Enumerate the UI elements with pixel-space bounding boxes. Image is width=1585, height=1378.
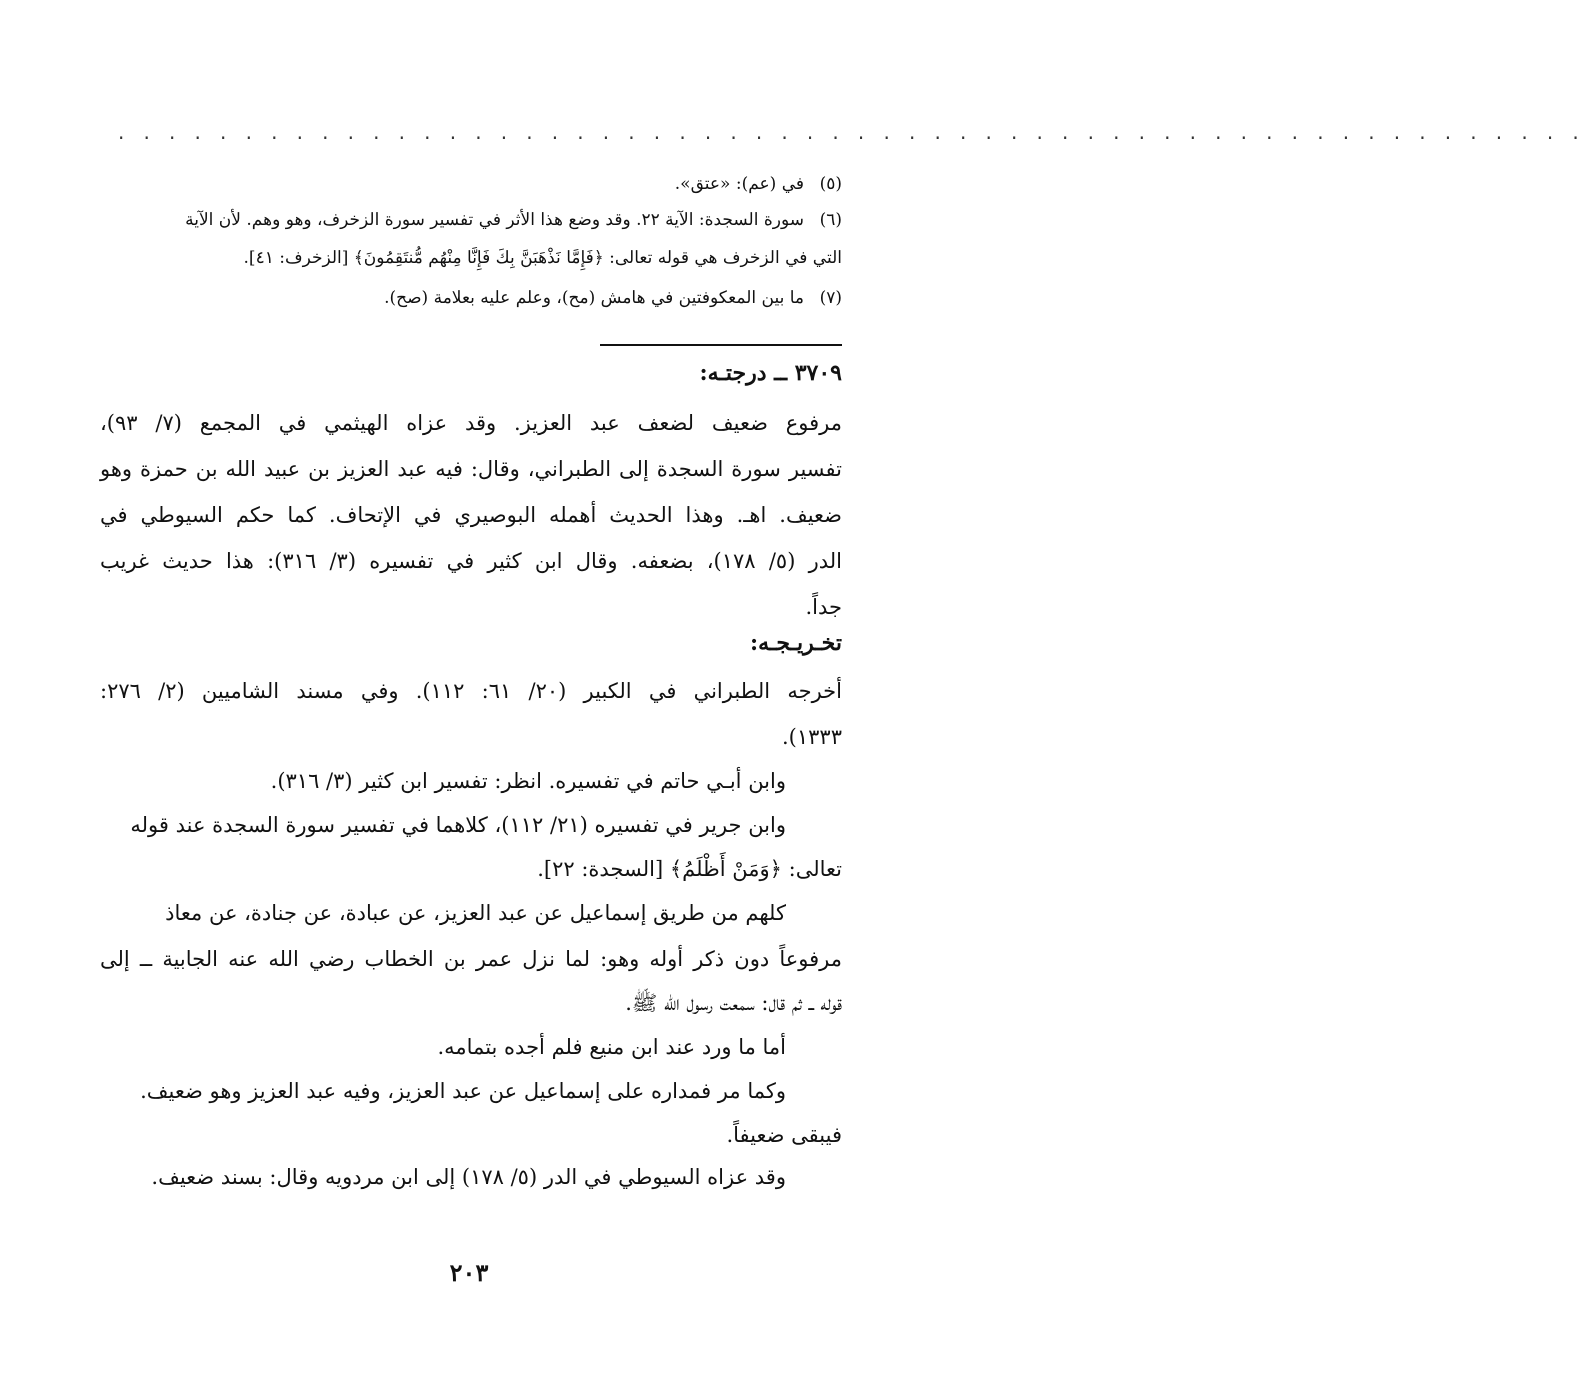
footnote-text: التي في الزخرف هي قوله تعالى: ﴿فَإِمَّا نَذْهَبَنَّ بِكَ فَإِنَّا مِنْهُم مُّنتَقِمُونَ﴾ [الزخرف: ٤١]. xyxy=(243,248,842,268)
footnote-6-continuation xyxy=(100,240,842,276)
body-line: وقد عزاه السيوطي في الدر (٥/ ١٧٨) إلى ابن مردويه وقال: بسند ضعيف. xyxy=(151,1165,786,1189)
footnote-number: (٧) xyxy=(819,288,842,308)
footnote-number: (٦) xyxy=(819,210,842,230)
body-line: تعالى: ﴿وَمَنْ أَظْلَمُ﴾ [السجدة: ٢٢]. xyxy=(537,857,842,881)
body-line: وكما مر فمداره على إسماعيل عن عبد العزيز، وفيه عبد العزيز وهو ضعيف. xyxy=(140,1079,786,1103)
body-line: مرفوعاً دون ذكر أوله وهو: لما نزل عمر بن الخطاب رضي الله عنه الجابية ــ إلى xyxy=(100,947,842,971)
footnote-number: (٥) xyxy=(819,174,842,194)
body-line: قوله ــ ثم قال: سمعت رسول الله ﷺ. xyxy=(625,991,842,1015)
body-line: ضعيف. اهـ. وهذا الحديث أهمله البوصيري في الإتحاف. كما حكم السيوطي في xyxy=(100,503,842,527)
footnote-5 xyxy=(100,166,842,202)
body-line: جداً. xyxy=(805,595,842,619)
body-line: وابن جرير في تفسيره (٢١/ ١١٢)، كلاهما في تفسير سورة السجدة عند قوله xyxy=(130,813,786,837)
body-line: كلهم من طريق إسماعيل عن عبد العزيز، عن عبادة، عن جنادة، عن معاذ xyxy=(165,901,786,925)
body-line: ١٣٣٣). xyxy=(782,725,842,749)
footnote-7 xyxy=(100,280,842,316)
footnote-separator-dots: . . . . . . . . . . . . . . . . . . . . . . . . . . . . . . . . . . . . . . . . . . . . . . . . . . . . . . . . . . xyxy=(118,120,1585,144)
section-divider xyxy=(600,344,842,346)
section-heading-grade: ٣٧٠٩ ــ درجتـه: xyxy=(699,360,842,386)
body-line: مرفوع ضعيف لضعف عبد العزيز. وقد عزاه الهيثمي في المجمع (٧/ ٩٣)، xyxy=(100,411,842,435)
page-number: ٢٠٣ xyxy=(449,1258,489,1287)
section-heading-takhrij: تخـريـجـه: xyxy=(749,630,842,656)
footnote-text: في (عم): «عتق». xyxy=(674,174,804,194)
body-line: وابن أبـي حاتم في تفسيره. انظر: تفسير ابن كثير (٣/ ٣١٦). xyxy=(270,769,786,793)
body-line: فيبقى ضعيفاً. xyxy=(726,1123,842,1147)
body-line: أما ما ورد عند ابن منيع فلم أجده بتمامه. xyxy=(437,1035,786,1059)
footnote-text: سورة السجدة: الآية ٢٢. وقد وضع هذا الأثر في تفسير سورة الزخرف، وهو وهم. لأن الآية xyxy=(185,210,804,230)
body-line: تفسير سورة السجدة إلى الطبراني، وقال: فيه عبد العزيز بن عبيد الله بن حمزة وهو xyxy=(100,457,842,481)
body-line: الدر (٥/ ١٧٨)، بضعفه. وقال ابن كثير في تفسيره (٣/ ٣١٦): هذا حديث غريب xyxy=(100,549,843,573)
footnote-text: ما بين المعكوفتين في هامش (مح)، وعلم عليه بعلامة (صح). xyxy=(384,288,804,308)
body-line: أخرجه الطبراني في الكبير (٢٠/ ٦١: ١١٢). وفي مسند الشاميين (٢/ ٢٧٦: xyxy=(100,679,842,703)
footnote-6 xyxy=(100,202,842,238)
